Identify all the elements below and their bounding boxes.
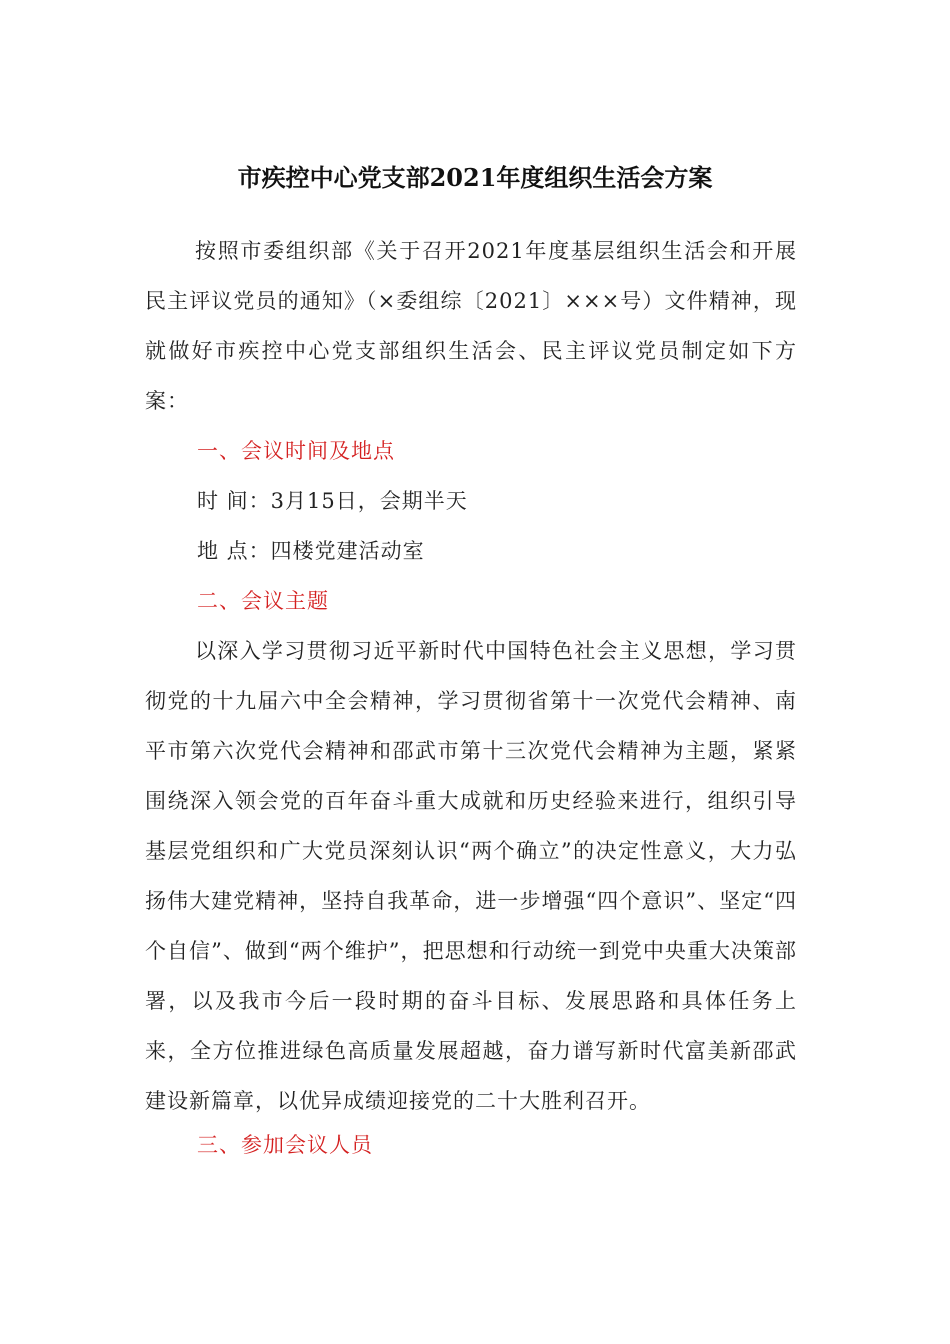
document-title: 市疾控中心党支部2021年度组织生活会方案 [237, 163, 713, 192]
meeting-time: 时 间：3月15日，会期半天 [197, 489, 468, 513]
intro-paragraph: 按照市委组织部《关于召开2021年度基层组织生活会和开展民主评议党员的通知》（×委组综〔2021〕×××号）文件精神，现就做好市疾控中心党支部组织生活会、民主评议党员制定如下方案： [145, 239, 797, 413]
meeting-place: 地 点：四楼党建活动室 [197, 539, 425, 563]
section-heading-theme: 二、会议主题 [197, 589, 329, 613]
section-heading-time-place: 一、会议时间及地点 [197, 439, 395, 463]
theme-paragraph: 以深入学习贯彻习近平新时代中国特色社会主义思想，学习贯彻党的十九届六中全会精神，学习贯彻省第十一次党代会精神、南平市第六次党代会精神和邵武市第十三次党代会精神为主题，紧紧围绕深入领会党的百年奋斗重大成就和历史经验来进行，组织引导基层党组织和广大党员深刻认识“两个确立”的决定性意义，大力弘扬伟大建党精神，坚持自我革命，进一步增强“四个意识”、坚定“四个自信”、做到“两个维护”，把思想和行动统一到党中央重大决策部署，以及我市今后一段时期的奋斗目标、发展思路和具体任务上来，全方位推进绿色高质量发展超越，奋力谱写新时代富美新邵武建设新篇章，以优异成绩迎接党的二十大胜利召开。 [145, 639, 797, 1113]
section-heading-attendees: 三、参加会议人员 [197, 1133, 373, 1157]
